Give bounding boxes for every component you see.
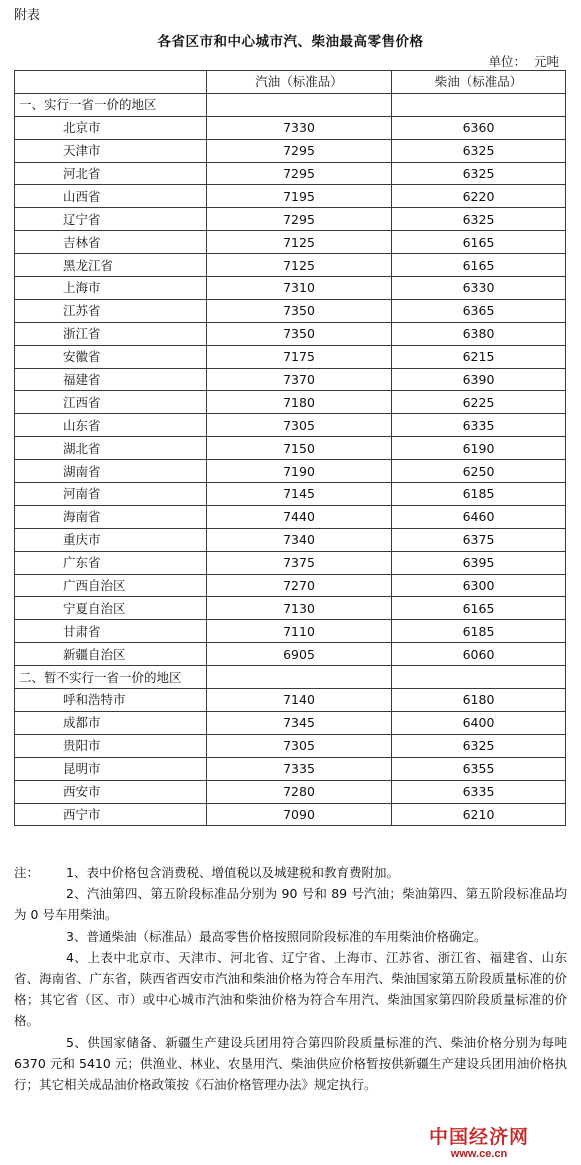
diesel-price: 6190 bbox=[392, 437, 566, 460]
table-row bbox=[15, 437, 566, 460]
gasoline-price: 7175 bbox=[207, 345, 392, 368]
table-row bbox=[15, 322, 566, 345]
diesel-price: 6325 bbox=[392, 208, 566, 231]
table-row bbox=[15, 345, 566, 368]
column-header-diesel: 柴油（标准品） bbox=[392, 71, 566, 94]
diesel-price: 6330 bbox=[392, 277, 566, 300]
table-row bbox=[15, 185, 566, 208]
region-name: 福建省 bbox=[15, 368, 207, 391]
table-row bbox=[15, 483, 566, 506]
gasoline-price: 7110 bbox=[207, 620, 392, 643]
diesel-price: 6400 bbox=[392, 711, 566, 734]
column-header-region bbox=[15, 71, 207, 94]
gasoline-price: 7150 bbox=[207, 437, 392, 460]
diesel-price: 6335 bbox=[392, 414, 566, 437]
diesel-price: 6185 bbox=[392, 483, 566, 506]
gasoline-price: 7140 bbox=[207, 689, 392, 712]
gasoline-price: 7330 bbox=[207, 116, 392, 139]
diesel-price: 6225 bbox=[392, 391, 566, 414]
note-3: 3、普通柴油（标准品）最高零售价格按照同阶段标准的车用柴油价格确定。 bbox=[66, 928, 487, 944]
page-title: 各省区市和中心城市汽、柴油最高零售价格 bbox=[157, 34, 424, 50]
gasoline-price: 7090 bbox=[207, 803, 392, 826]
empty-cell bbox=[392, 93, 566, 116]
diesel-price: 6210 bbox=[392, 803, 566, 826]
region-name: 海南省 bbox=[15, 505, 207, 528]
gasoline-price: 7280 bbox=[207, 780, 392, 803]
region-name: 广西自治区 bbox=[15, 574, 207, 597]
region-name: 新疆自治区 bbox=[15, 643, 207, 666]
region-name: 黑龙江省 bbox=[15, 254, 207, 277]
gasoline-price: 7195 bbox=[207, 185, 392, 208]
gasoline-price: 7295 bbox=[207, 208, 392, 231]
unit-label: 单位： 元吨 bbox=[488, 54, 559, 69]
region-name: 江苏省 bbox=[15, 299, 207, 322]
table-row bbox=[15, 734, 566, 757]
region-name: 重庆市 bbox=[15, 528, 207, 551]
diesel-price: 6395 bbox=[392, 551, 566, 574]
table-row bbox=[15, 505, 566, 528]
region-name: 山东省 bbox=[15, 414, 207, 437]
region-name: 江西省 bbox=[15, 391, 207, 414]
region-name: 河北省 bbox=[15, 162, 207, 185]
gasoline-price: 7335 bbox=[207, 757, 392, 780]
diesel-price: 6390 bbox=[392, 368, 566, 391]
diesel-price: 6220 bbox=[392, 185, 566, 208]
diesel-price: 6325 bbox=[392, 139, 566, 162]
gasoline-price: 7125 bbox=[207, 231, 392, 254]
gasoline-price: 7125 bbox=[207, 254, 392, 277]
diesel-price: 6360 bbox=[392, 116, 566, 139]
diesel-price: 6060 bbox=[392, 643, 566, 666]
price-table bbox=[14, 70, 566, 826]
note-1: 注： 1、表中价格包含消费税、增值税以及城建税和教育费附加。 bbox=[14, 862, 567, 883]
table-row bbox=[15, 711, 566, 734]
region-name: 甘肃省 bbox=[15, 620, 207, 643]
region-name: 呼和浩特市 bbox=[15, 689, 207, 712]
note-2: 2、汽油第四、第五阶段标准品分别为 90 号和 89 号汽油；柴油第四、第五阶段标准品均为 0 号车用柴油。 bbox=[14, 886, 567, 923]
gasoline-price: 7345 bbox=[207, 711, 392, 734]
table-row bbox=[15, 414, 566, 437]
region-name: 河南省 bbox=[15, 483, 207, 506]
diesel-price: 6375 bbox=[392, 528, 566, 551]
diesel-price: 6380 bbox=[392, 322, 566, 345]
region-name: 贵阳市 bbox=[15, 734, 207, 757]
section-heading: 一、实行一省一价的地区 bbox=[15, 93, 207, 116]
table-row bbox=[15, 574, 566, 597]
region-name: 天津市 bbox=[15, 139, 207, 162]
region-name: 湖北省 bbox=[15, 437, 207, 460]
table-row bbox=[15, 597, 566, 620]
diesel-price: 6325 bbox=[392, 162, 566, 185]
notes bbox=[14, 862, 567, 1095]
gasoline-price: 7190 bbox=[207, 460, 392, 483]
gasoline-price: 7350 bbox=[207, 322, 392, 345]
diesel-price: 6460 bbox=[392, 505, 566, 528]
gasoline-price: 7295 bbox=[207, 162, 392, 185]
region-name: 上海市 bbox=[15, 277, 207, 300]
diesel-price: 6165 bbox=[392, 597, 566, 620]
region-name: 广东省 bbox=[15, 551, 207, 574]
region-name: 辽宁省 bbox=[15, 208, 207, 231]
empty-cell bbox=[207, 666, 392, 689]
table-row bbox=[15, 277, 566, 300]
table-row bbox=[15, 299, 566, 322]
region-name: 吉林省 bbox=[15, 231, 207, 254]
diesel-price: 6355 bbox=[392, 757, 566, 780]
table-row bbox=[15, 803, 566, 826]
gasoline-price: 7295 bbox=[207, 139, 392, 162]
diesel-price: 6365 bbox=[392, 299, 566, 322]
gasoline-price: 7270 bbox=[207, 574, 392, 597]
note-4: 4、上表中北京市、天津市、河北省、辽宁省、上海市、江苏省、浙江省、福建省、山东省、海南省、广东省，陕西省西安市汽油和柴油价格为符合车用汽、柴油国家第五阶段质量标准的价格；其它省（区、市）或中心城市汽油和柴油价格为符合车用汽、柴油国家第四阶段质量标准的价格。 bbox=[14, 949, 567, 1029]
gasoline-price: 7305 bbox=[207, 414, 392, 437]
section-heading-row bbox=[15, 93, 566, 116]
section-heading: 二、暂不实行一省一价的地区 bbox=[15, 666, 207, 689]
empty-cell bbox=[392, 666, 566, 689]
region-name: 西宁市 bbox=[15, 803, 207, 826]
gasoline-price: 6905 bbox=[207, 643, 392, 666]
region-name: 安徽省 bbox=[15, 345, 207, 368]
diesel-price: 6165 bbox=[392, 231, 566, 254]
region-name: 湖南省 bbox=[15, 460, 207, 483]
diesel-price: 6165 bbox=[392, 254, 566, 277]
region-name: 西安市 bbox=[15, 780, 207, 803]
gasoline-price: 7375 bbox=[207, 551, 392, 574]
diesel-price: 6180 bbox=[392, 689, 566, 712]
region-name: 宁夏自治区 bbox=[15, 597, 207, 620]
table-row bbox=[15, 208, 566, 231]
region-name: 浙江省 bbox=[15, 322, 207, 345]
watermark-logo: 中国经济网 www.ce.cn bbox=[428, 1126, 529, 1160]
table-row bbox=[15, 689, 566, 712]
gasoline-price: 7180 bbox=[207, 391, 392, 414]
region-name: 山西省 bbox=[15, 185, 207, 208]
gasoline-price: 7350 bbox=[207, 299, 392, 322]
diesel-price: 6325 bbox=[392, 734, 566, 757]
gasoline-price: 7145 bbox=[207, 483, 392, 506]
table-header-row bbox=[15, 71, 566, 94]
gasoline-price: 7310 bbox=[207, 277, 392, 300]
table-row bbox=[15, 391, 566, 414]
diesel-price: 6215 bbox=[392, 345, 566, 368]
table-row bbox=[15, 139, 566, 162]
region-name: 成都市 bbox=[15, 711, 207, 734]
appendix-label: 附表 bbox=[14, 8, 41, 23]
diesel-price: 6300 bbox=[392, 574, 566, 597]
column-header-gasoline: 汽油（标准品） bbox=[207, 71, 392, 94]
region-name: 昆明市 bbox=[15, 757, 207, 780]
table-row bbox=[15, 254, 566, 277]
gasoline-price: 7440 bbox=[207, 505, 392, 528]
table-row bbox=[15, 643, 566, 666]
table-row bbox=[15, 551, 566, 574]
gasoline-price: 7130 bbox=[207, 597, 392, 620]
notes-label: 注： bbox=[14, 865, 40, 880]
diesel-price: 6185 bbox=[392, 620, 566, 643]
empty-cell bbox=[207, 93, 392, 116]
diesel-price: 6250 bbox=[392, 460, 566, 483]
table-row bbox=[15, 231, 566, 254]
table-row bbox=[15, 757, 566, 780]
table-row bbox=[15, 460, 566, 483]
gasoline-price: 7370 bbox=[207, 368, 392, 391]
table-row bbox=[15, 620, 566, 643]
note-5: 5、供国家储备、新疆生产建设兵团用符合第四阶段质量标准的汽、柴油价格分别为每吨 6370 元和 5410 元；供渔业、林业、农垦用汽、柴油供应价格暂按供新疆生产建设兵团用油价格执行；其它相关成品油价格政策按《石油价格管理办法》规定执行。 bbox=[14, 1034, 567, 1093]
region-name: 北京市 bbox=[15, 116, 207, 139]
table-row bbox=[15, 116, 566, 139]
gasoline-price: 7305 bbox=[207, 734, 392, 757]
section-heading-row bbox=[15, 666, 566, 689]
gasoline-price: 7340 bbox=[207, 528, 392, 551]
table-row bbox=[15, 368, 566, 391]
diesel-price: 6335 bbox=[392, 780, 566, 803]
table-row bbox=[15, 780, 566, 803]
table-row bbox=[15, 162, 566, 185]
table-row bbox=[15, 528, 566, 551]
